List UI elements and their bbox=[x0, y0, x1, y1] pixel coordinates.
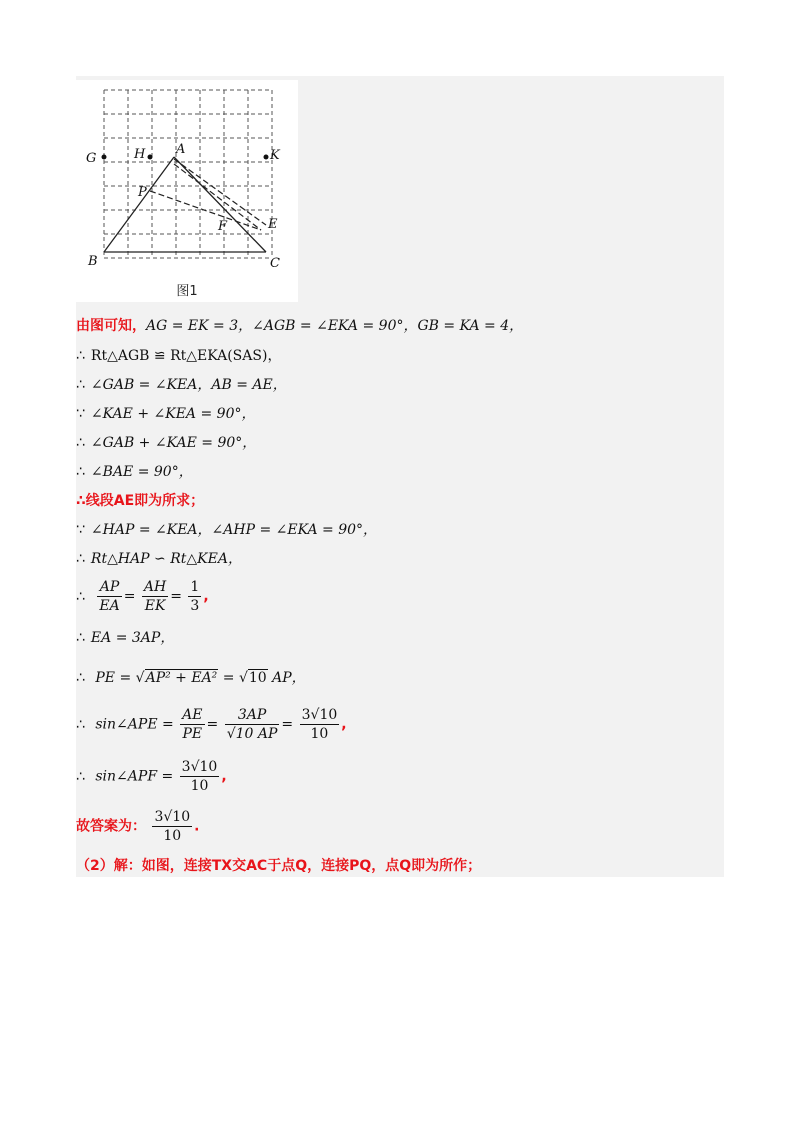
fraction-ae-pe: $\frac{AE}{PE}$ bbox=[182, 707, 203, 742]
label-a: A bbox=[176, 142, 186, 157]
label-k: K bbox=[270, 148, 280, 163]
solution-line-2: ∴ Rt△AGB ≌ Rt△EKA(SAS)， bbox=[76, 348, 282, 364]
label-f: F bbox=[218, 219, 228, 234]
fraction-3ap: $\frac{3AP}{√10 AP}$ bbox=[226, 707, 278, 742]
solution-line-14: ∴ sin∠APF = $\frac{3√10}{10}$ , bbox=[76, 759, 227, 794]
solution-line-13: ∴ sin∠APE = $\frac{AE}{PE}$ = $\frac{3AP}{√10 AP}$ = $\frac{3√10}{10}$ , bbox=[76, 707, 347, 742]
solution-line-16: （2）解：如图，连接TX交AC于点Q，连接PQ，点Q即为所作； bbox=[76, 858, 482, 874]
fraction-3root10-10-b: $\frac{3√10}{10}$ bbox=[181, 759, 218, 794]
grid-diagram bbox=[76, 80, 298, 302]
dashed-segments bbox=[150, 159, 266, 230]
solution-line-9: ∴ Rt△HAP ∽ Rt△KEA， bbox=[76, 551, 242, 567]
fraction-ah-ek: $\frac{AH}{EK}$ bbox=[143, 579, 167, 614]
point-h bbox=[148, 155, 153, 160]
solution-line-15: 故答案为： $\frac{3√10}{10}$ . bbox=[76, 809, 200, 844]
fraction-ap-ea: $\frac{AP}{EA}$ bbox=[99, 579, 120, 614]
label-h: H bbox=[134, 147, 146, 162]
fraction-3root10-10-c: $\frac{3√10}{10}$ bbox=[154, 809, 191, 844]
fraction-3root10-10-a: $\frac{3√10}{10}$ bbox=[301, 707, 338, 742]
fraction-1-3: $\frac{1}{3}$ bbox=[190, 579, 200, 614]
solution-line-4: ∵ ∠KAE + ∠KEA = 90°， bbox=[76, 406, 256, 422]
solution-line-7: ∴线段AE即为所求； bbox=[76, 493, 205, 509]
point-g bbox=[102, 155, 107, 160]
solution-line-12: ∴ PE = √AP² + EA² = √10 AP， bbox=[76, 670, 306, 686]
solution-line-1: 由图可知，AG = EK = 3，∠AGB = ∠EKA = 90°，GB = KA = 4， bbox=[76, 318, 524, 334]
point-k bbox=[264, 155, 269, 160]
geometry-figure bbox=[76, 80, 298, 302]
solution-line-6: ∴ ∠BAE = 90°， bbox=[76, 464, 193, 480]
label-c: C bbox=[270, 256, 280, 271]
label-p: P bbox=[138, 185, 147, 200]
solution-line-11: ∴ EA = 3AP， bbox=[76, 630, 175, 646]
label-e: E bbox=[268, 217, 278, 232]
label-b: B bbox=[88, 254, 98, 269]
label-g: G bbox=[86, 151, 97, 166]
solution-line-10: ∴ $\frac{AP}{EA}$ = $\frac{AH}{EK}$ = $\frac{1}{3}$ , bbox=[76, 579, 209, 614]
solution-line-8: ∵ ∠HAP = ∠KEA，∠AHP = ∠EKA = 90°， bbox=[76, 522, 378, 538]
solution-line-5: ∴ ∠GAB + ∠KAE = 90°， bbox=[76, 435, 257, 451]
figure-caption: 图1 bbox=[176, 284, 198, 299]
solution-line-3: ∴ ∠GAB = ∠KEA，AB = AE， bbox=[76, 377, 287, 393]
